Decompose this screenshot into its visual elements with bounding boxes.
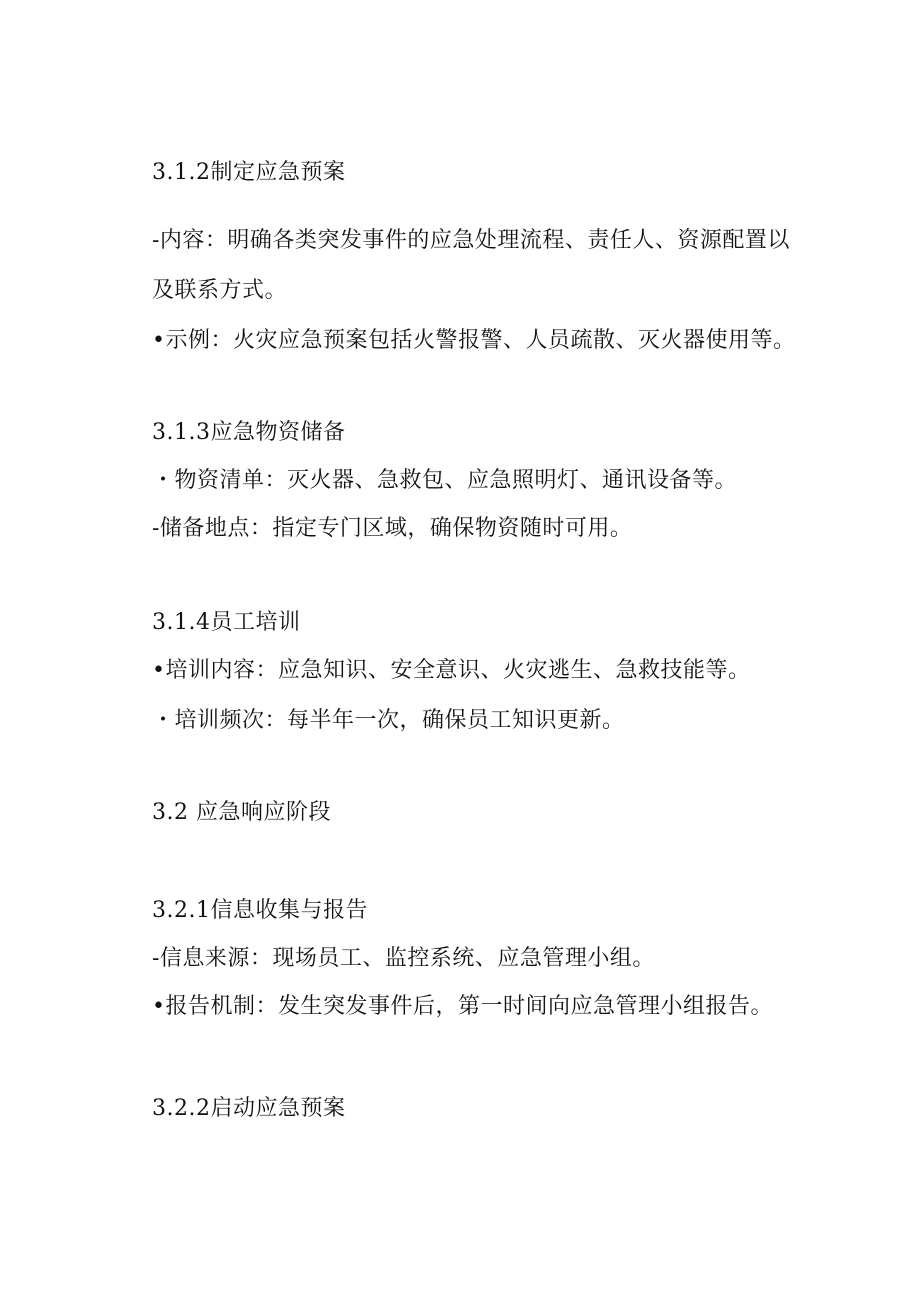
training-frequency-line: ・培训频次：每半年一次，确保员工知识更新。	[152, 708, 625, 733]
content-line: -内容：明确各类突发事件的应急处理流程、责任人、资源配置以	[152, 228, 790, 253]
storage-location-line: -储备地点：指定专门区域，确保物资随时可用。	[152, 516, 633, 541]
training-content-line: •培训内容：应急知识、安全意识、火灾逃生、急救技能等。	[152, 658, 751, 683]
section-heading-3-1-3: 3.1.3应急物资储备	[152, 420, 346, 445]
supplies-list-line: ・物资清单：灭火器、急救包、应急照明灯、通讯设备等。	[152, 468, 738, 493]
section-heading-3-2-1: 3.2.1信息收集与报告	[152, 898, 368, 923]
report-mechanism-line: •报告机制：发生突发事件后，第一时间向应急管理小组报告。	[152, 994, 773, 1019]
section-heading-3-2-2: 3.2.2启动应急预案	[152, 1096, 346, 1121]
info-source-line: -信息来源：现场员工、监控系统、应急管理小组。	[152, 946, 655, 971]
section-heading-3-2: 3.2 应急响应阶段	[152, 800, 331, 825]
content-line-continuation: 及联系方式。	[152, 278, 288, 303]
section-heading-3-1-2: 3.1.2制定应急预案	[152, 160, 346, 185]
section-heading-3-1-4: 3.1.4员工培训	[152, 610, 301, 635]
example-line: •示例：火灾应急预案包括火警报警、人员疏散、灭火器使用等。	[152, 328, 796, 353]
